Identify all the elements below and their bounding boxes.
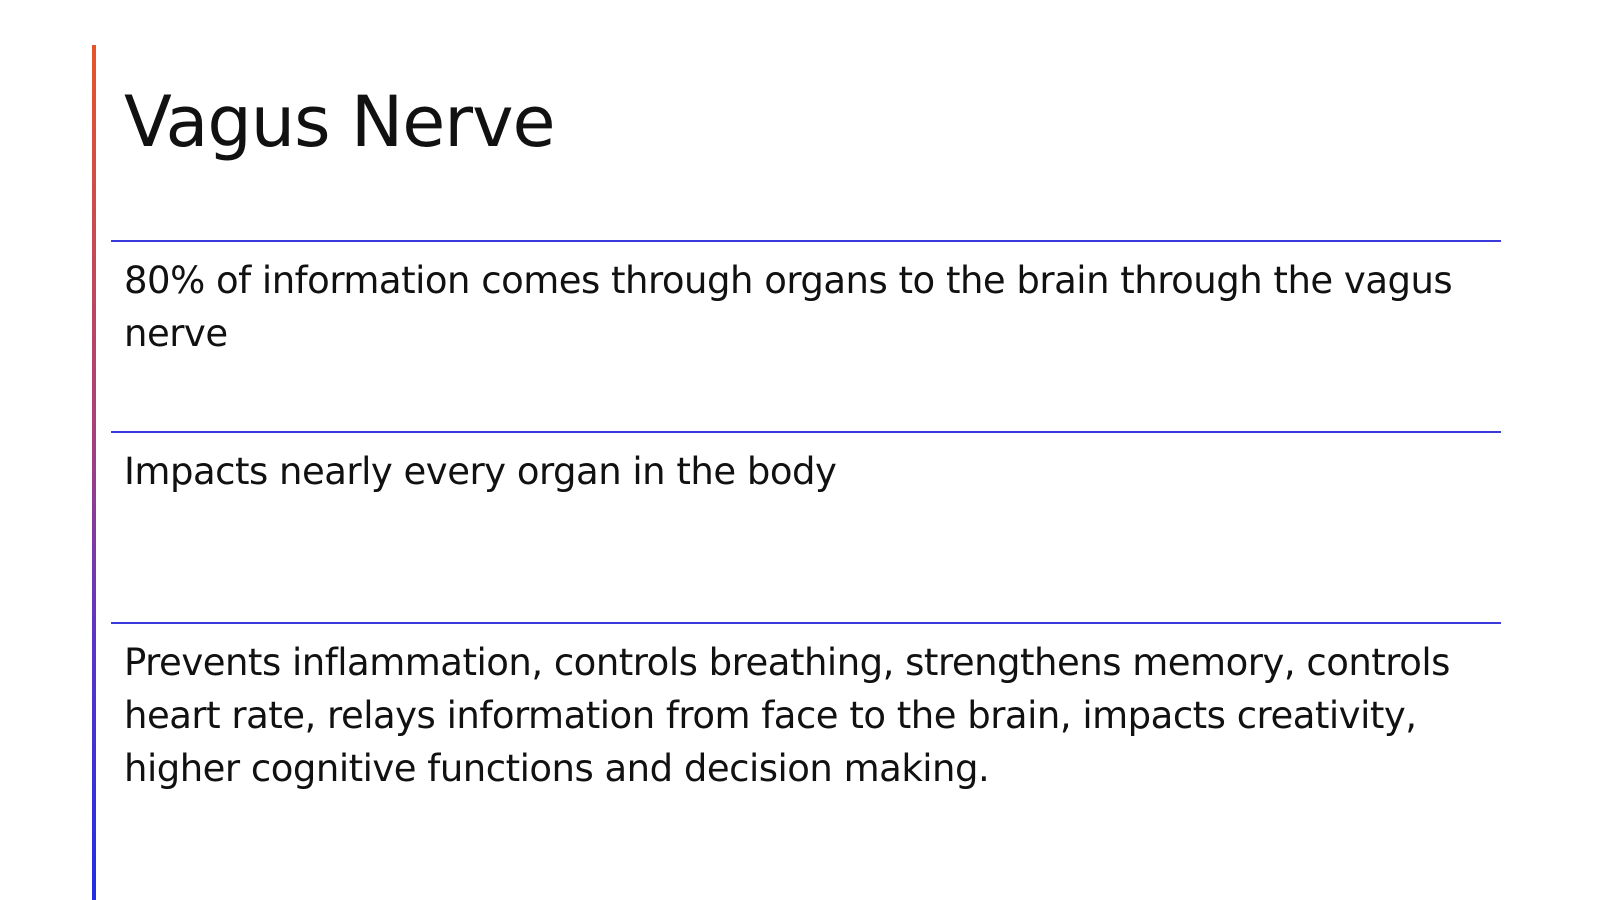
- point-text: Prevents inflammation, controls breathing, strengthens memory, controls heart rate, relays information from face to the brain, impacts creativity, higher cognitive functions and decision making.: [124, 641, 1450, 790]
- divider: [111, 240, 1501, 242]
- accent-bar: [92, 45, 96, 900]
- point-text: Impacts nearly every organ in the body: [124, 450, 837, 493]
- point-text: 80% of information comes through organs to the brain through the vagus nerve: [124, 259, 1453, 355]
- divider: [111, 622, 1501, 624]
- slide-title: Vagus Nerve: [124, 81, 555, 163]
- divider: [111, 431, 1501, 433]
